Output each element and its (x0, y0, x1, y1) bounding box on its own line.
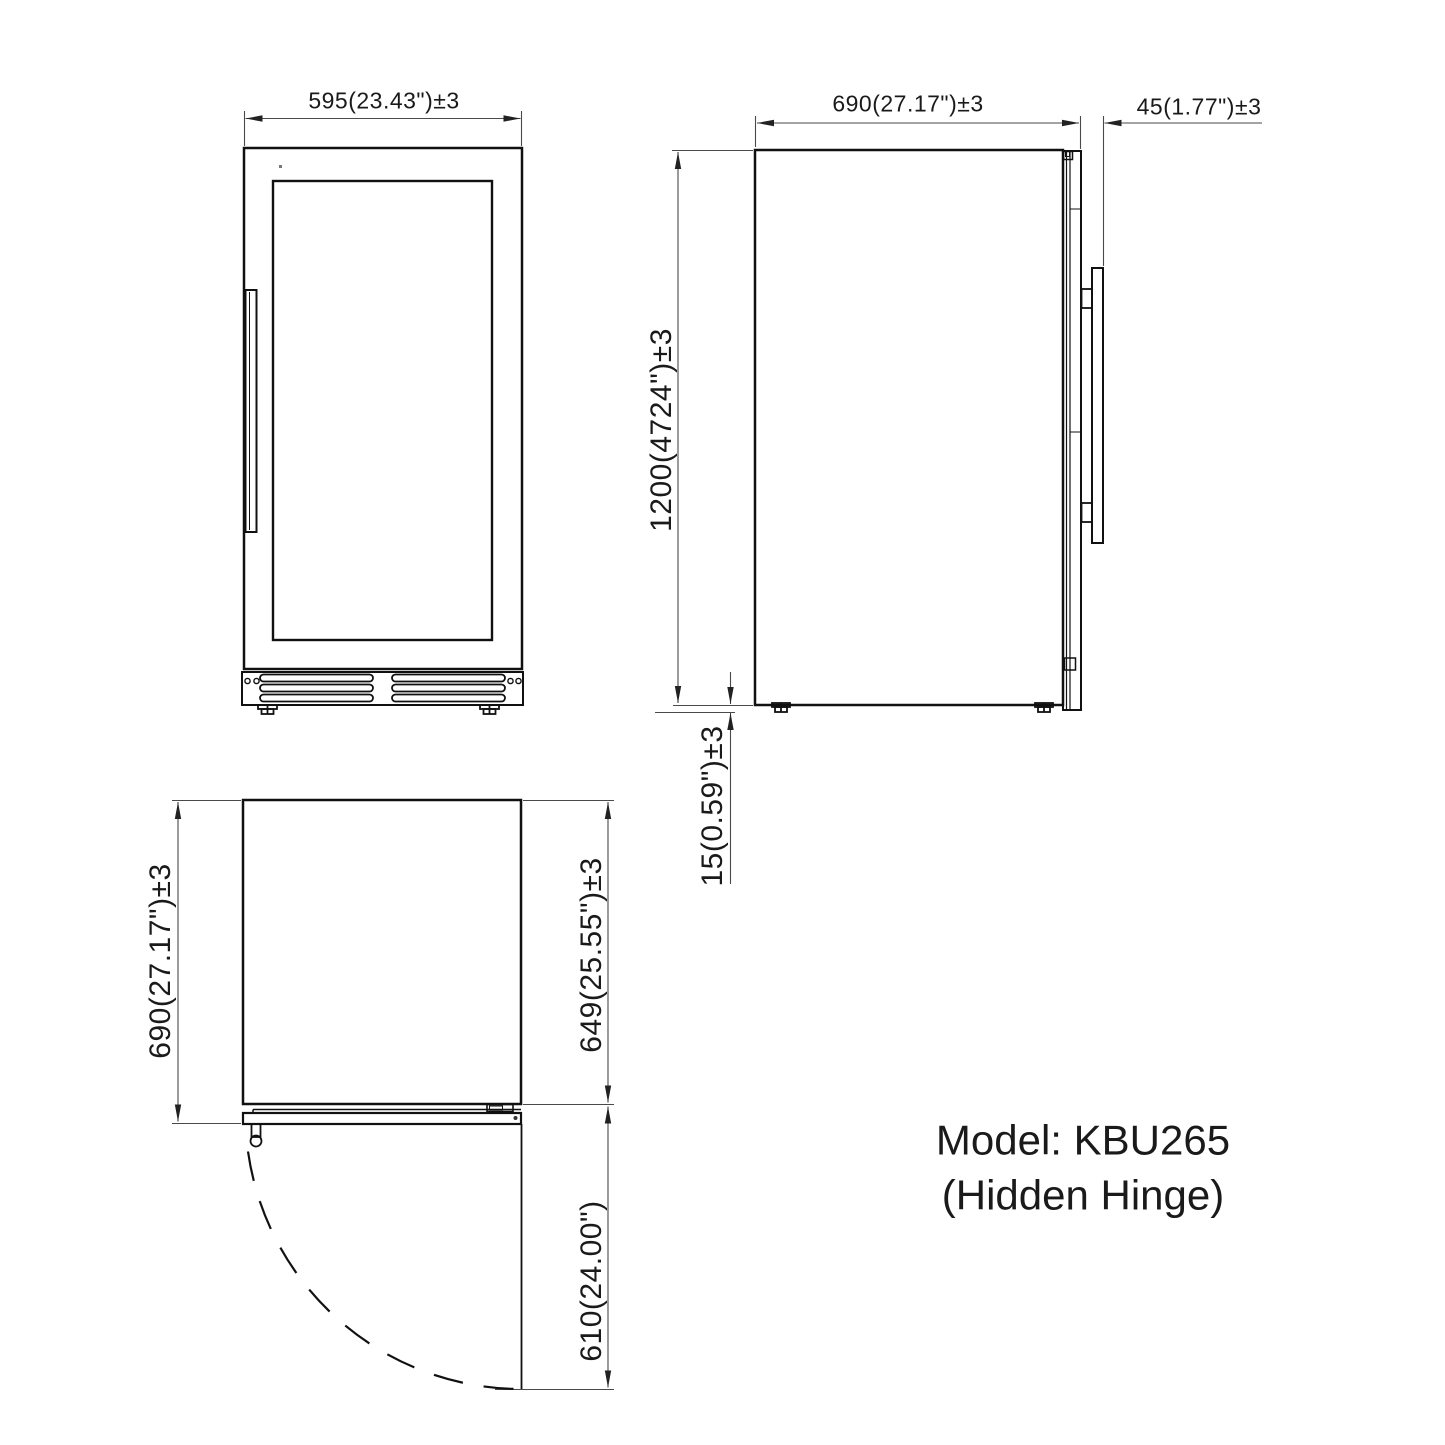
top-depth-dimension-label: 690(27.17")±3 (144, 863, 177, 1059)
model-hinge-note: (Hidden Hinge) (941, 1172, 1225, 1219)
door-swing-arc (248, 1152, 522, 1390)
hinge-screw-icon (514, 1116, 518, 1120)
top-cabinet-outline (243, 800, 521, 1104)
side-view (655, 116, 1262, 887)
top-door-bar (243, 1113, 521, 1124)
body-depth-dimension-label: 649(25.55")±3 (575, 857, 608, 1053)
vent-slat (392, 695, 505, 702)
vent-slat (392, 675, 505, 682)
surface-dot (279, 165, 282, 168)
vent-slat (260, 685, 373, 692)
model-title (936, 1113, 1230, 1224)
height-dimension (672, 151, 753, 704)
front-glass-door (273, 181, 492, 640)
screw-icon (508, 678, 513, 683)
top-depth-dimension (172, 801, 241, 1124)
door-swing-dimension-label: 610(24.00") (575, 1200, 608, 1362)
front-feet (258, 705, 499, 714)
handle-standoff (1082, 289, 1093, 308)
side-door-profile (1063, 151, 1081, 710)
screw-icon (254, 678, 259, 683)
height-dimension-label: 1200(4724")±3 (645, 328, 678, 532)
door-thickness-dimension-label: 45(1.77")±3 (1136, 93, 1262, 120)
front-width-dimension (245, 111, 522, 146)
screw-icon (245, 678, 250, 683)
screw-icon (516, 678, 521, 683)
side-depth-dimension (756, 116, 1081, 149)
hidden-hinge-top (1064, 152, 1073, 160)
vent-slat (260, 675, 373, 682)
front-cabinet-outline (244, 148, 522, 669)
vent-panel (242, 672, 523, 705)
model-number: Model: KBU265 (935, 1116, 1231, 1164)
front-door-handle (246, 290, 257, 532)
vent-slats (260, 675, 505, 702)
front-view (242, 111, 523, 714)
side-cabinet-outline (755, 150, 1063, 705)
vent-slat (260, 695, 373, 702)
side-handle-bar (1092, 268, 1103, 543)
door-thickness-dimension (1104, 116, 1263, 266)
handle-standoff (1082, 503, 1093, 522)
top-view (172, 800, 614, 1390)
side-depth-dimension-label: 690(27.17")±3 (832, 90, 984, 117)
vent-slat (392, 685, 505, 692)
front-width-dimension-label: 595(23.43")±3 (308, 87, 460, 114)
floor-clearance-dimension-label: 15(0.59")±3 (696, 725, 729, 887)
